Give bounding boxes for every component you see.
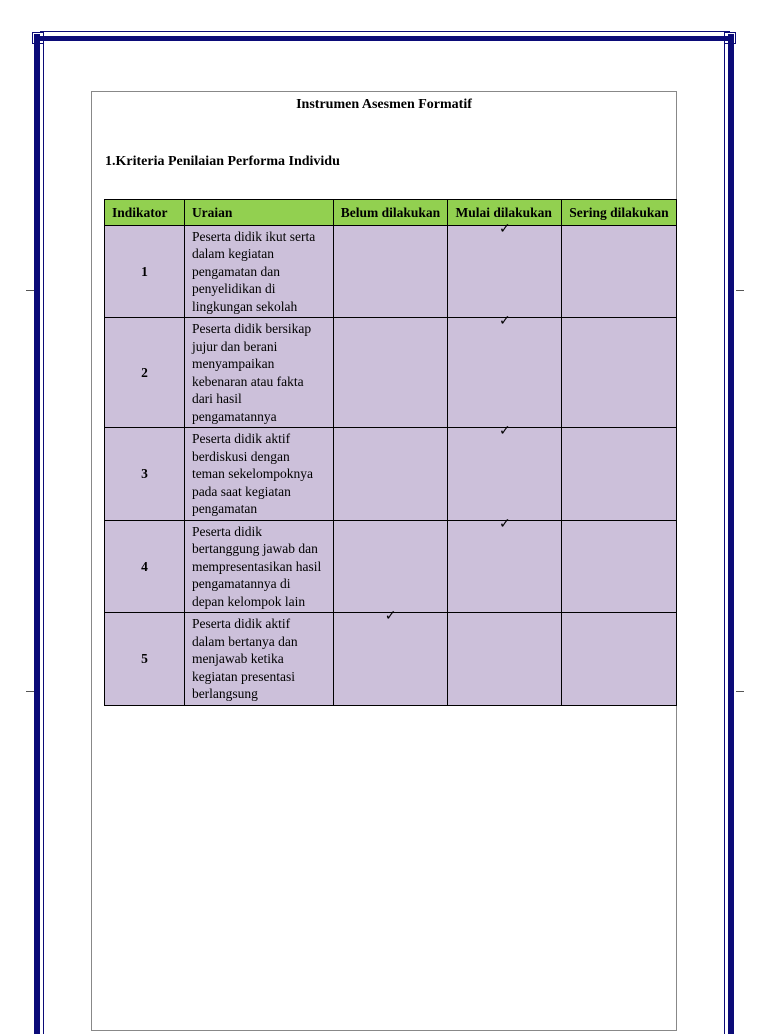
- indicator-number: 4: [105, 520, 185, 613]
- check-mark-icon: ✓: [498, 515, 511, 532]
- page-title: Instrumen Asesmen Formatif: [296, 97, 472, 112]
- cell-belum: [333, 608, 448, 706]
- cell-belum: [333, 225, 448, 318]
- header-sering-dilakukan: Sering dilakukan: [562, 200, 677, 226]
- indicator-description: Peserta didik bertanggung jawab dan mempresentasikan hasil pengamatannya di depan kelompok lain: [184, 520, 333, 613]
- header-uraian: Uraian: [184, 200, 333, 226]
- header-belum-dilakukan: Belum dilakukan: [333, 200, 448, 226]
- corner-ornament-top-right: [724, 32, 736, 44]
- assessment-table: [104, 199, 677, 706]
- page-border-left: [34, 34, 40, 1034]
- cell-sering: [562, 318, 677, 428]
- margin-mark: [26, 290, 34, 291]
- cell-sering: [562, 428, 677, 521]
- indicator-number: 1: [105, 225, 185, 318]
- indicator-description: Peserta didik bersikap jujur dan berani menyampaikan kebenaran atau fakta dari hasil pengamatannya: [184, 318, 333, 428]
- check-mark-icon: ✓: [498, 423, 511, 439]
- cell-belum: [333, 428, 448, 521]
- table-row: [105, 318, 677, 428]
- indicator-number: 5: [105, 613, 185, 706]
- indicator-number: 3: [105, 428, 185, 521]
- header-mulai-dilakukan: Mulai dilakukan: [448, 200, 562, 226]
- cell-sering: [562, 225, 677, 318]
- cell-mulai: [448, 313, 562, 428]
- check-mark-icon: ✓: [498, 313, 511, 329]
- table-row: [105, 428, 677, 521]
- indicator-description: Peserta didik aktif dalam bertanya dan menjawab ketika kegiatan presentasi berlangsung: [184, 613, 333, 706]
- header-indikator: Indikator: [105, 200, 185, 226]
- margin-mark: [26, 691, 34, 692]
- table-row: [105, 225, 677, 318]
- cell-belum: [333, 318, 448, 428]
- table-row: [105, 613, 677, 706]
- indicator-description: Peserta didik aktif berdiskusi dengan teman sekelompoknya pada saat kegiatan pengamatan: [184, 428, 333, 521]
- cell-mulai: [448, 423, 562, 521]
- check-mark-icon: ✓: [384, 608, 397, 624]
- page-border-top: [34, 36, 734, 41]
- section-heading: 1.Kriteria Penilaian Performa Individu: [105, 154, 340, 169]
- margin-mark: [736, 290, 744, 291]
- cell-sering: [562, 520, 677, 613]
- page-border-right: [728, 34, 734, 1034]
- cell-mulai: [448, 613, 562, 706]
- cell-mulai: [448, 220, 562, 318]
- table-row: [105, 520, 677, 613]
- table-header-row: [105, 200, 677, 226]
- corner-ornament-top-left: [32, 32, 44, 44]
- page-border-top-thin: [40, 31, 730, 32]
- cell-sering: [562, 613, 677, 706]
- indicator-number: 2: [105, 318, 185, 428]
- indicator-description: Peserta didik ikut serta dalam kegiatan pengamatan dan penyelidikan di lingkungan sekolah: [184, 225, 333, 318]
- margin-mark: [736, 691, 744, 692]
- cell-mulai: [448, 515, 562, 613]
- cell-belum: [333, 520, 448, 613]
- check-mark-icon: ✓: [498, 220, 511, 237]
